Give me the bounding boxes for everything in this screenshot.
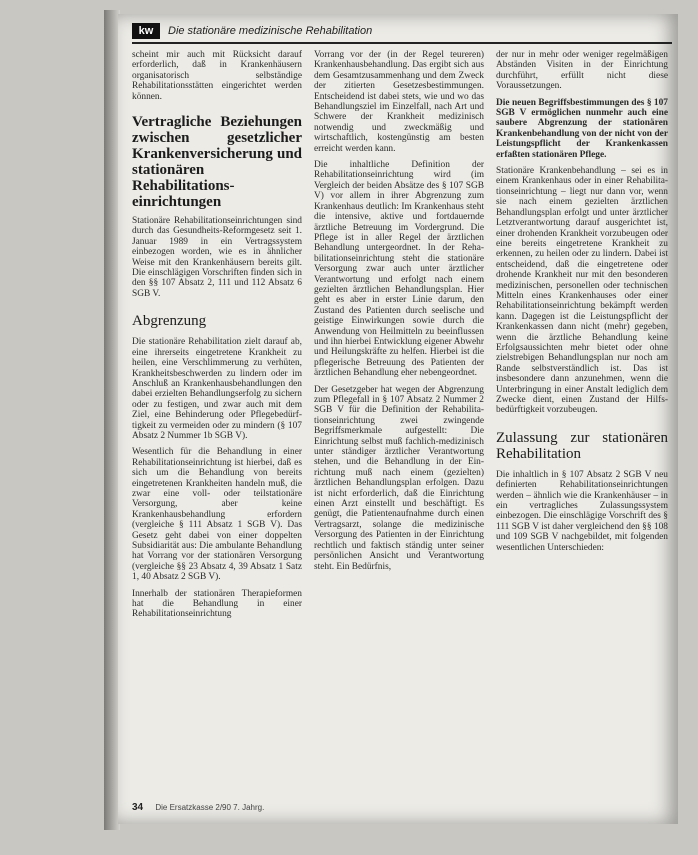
bold-paragraph: Die neuen Begriffsbestimmungen des § 107 SGB V ermöglichen nunmehr auch eine saubere Abgrenzung der stationären Krankenbehandlung von der nicht von der Leistungspflicht der Krankenkassen erfaßten stationären Pflege.	[496, 97, 668, 160]
paragraph: Wesentlich für die Behandlung in einer Rehabilitationseinrichtung ist hierbei, daß es sich um die Behandlung von bereits eingetretenen Krankheiten handeln muß, die zwar eine voll- oder teilstationäre Versorgung, aber keine Krankenhausbehandlung erfordern (vergleiche § 111 Absatz 1 SGB V). Das Gesetz geht dabei von einer doppelten Subsidiarität aus: Die ambulante Behandlung hat Vorrang vor der stationären Versorgung (vergleiche §§ 23 Absatz 4, 39 Absatz 1 Satz 1, 40 Absatz 2 SGB V).	[132, 447, 302, 583]
section-heading: Abgrenzung	[132, 313, 207, 330]
publisher-logo: kw	[132, 23, 160, 39]
running-header	[132, 20, 672, 44]
paragraph: Die inhaltliche Definition der Rehabilitationseinrichtung wird (im Vergleich der beiden Absätze des § 107 SGB V) vor allem in ihrer Abgrenzung zum Krankenhaus deutlich: Im Krankenhaus steht die intensive, aktive und fortdauernde ärztliche Betreuung im Vordergrund. Die Pflege ist in aller Regel der ärztlichen Behandlung untergeordnet. In der Rehabilitationseinrichtung steht die stationäre Versorgung zwar auch unter ärztlicher Verantwortung und erfolgt nach einem gezielten ärztlichen Behandlungsplan. Hier geht es aber in erster Linie darum, den Zustand des Patienten durch seelische und geistige Einwirkungen sowie durch die Anwendung von Heilmitteln zu beeinflussen und ihn hierbei Entwicklung eigener Abwehr und Heilungskräfte zu helfen. Hierbei ist die pflegerische Betreuung des Patienten der ärztlichen Behandlung eher nebengeordnet.	[314, 160, 484, 379]
page-number: 34	[132, 802, 144, 813]
paragraph: Die stationäre Rehabilitation zielt darauf ab, eine ihrerseits eingetretene Krankheit zu heilen, eine Verschlimmerung zu verhüten, Krankheitsbeschwerden zu lindern oder im Anschluß an Krankenhausbehandlungen den dabei erzielten Behandlungserfolg zu sichern oder zu festigen, und zwar auch mit dem Ziel, eine Behinderung oder Pflegebedürftigkeit zu vermeiden oder zu mindern (§ 107 Absatz 2 Nummer 1b SGB V).	[132, 337, 302, 441]
book-page	[118, 14, 678, 824]
page-footer	[132, 802, 264, 813]
paragraph: Innerhalb der stationären Therapieformen hat die Behandlung in einer Rehabilitationseinrichtung	[132, 588, 302, 620]
text-column-1	[132, 50, 302, 626]
paragraph: scheint mir auch mit Rücksicht darauf erforderlich, daß in Krankenhäusern organisatorisch selbständige Rehabilitationsstätten eingerichtet werden können.	[132, 50, 302, 102]
paragraph: Stationäre Rehabilitationseinrichtungen sind durch das Gesundheits-Reformgesetz seit 1. Januar 1989 in ein Vertragssystem einbezogen worden, wie es in ähnlicher Weise mit den Krankenhäusern bereits gilt. Die einschlägigen Vorschriften finden sich in den §§ 107 Absatz 2, 111 und 112 Absatz 6 SGB V.	[132, 216, 302, 299]
header-title: Die stationäre medizinische Rehabilitation	[168, 25, 373, 37]
footer-source: Die Ersatzkasse 2/90 7. Jahrg.	[155, 803, 265, 812]
section-heading: Vertragliche Beziehungen zwischen gesetzlicher Krankenversicherung und stationären Rehabilitationseinrichtungen	[132, 114, 302, 211]
paragraph: der nur in mehr oder weniger regelmäßigen Abständen Visiten in der Einrichtung durchführt, erfüllt nicht diese Voraussetzungen.	[496, 50, 668, 92]
paragraph: Vorrang vor der (in der Regel teureren) Krankenhausbehandlung. Das ergibt sich aus dem Gesamtzusammenhang und dem Zweck der zitierten Gesetzesbestimmungen. Entscheidend ist dabei stets, wie und wo das Behandlungsziel im Einzelfall, nach Art und Schwere der Krankheit medizinisch notwendig und zweckmäßig und wirtschaftlich, kostengünstig am besten erreicht werden kann.	[314, 50, 484, 154]
text-column-3	[496, 50, 668, 559]
section-heading: Zulassung zur stationären Rehabilitation	[496, 429, 668, 462]
text-column-2	[314, 50, 484, 578]
paragraph: Der Gesetzgeber hat wegen der Abgrenzung zum Pflegefall in § 107 Absatz 2 Nummer 2 SGB V für die Definition der Rehabilitationseinrichtung zwei zwingende Begriffsmerkmale aufgestellt: Die Einrichtung selbst muß fachlich-medizinisch unter ständiger ärztlicher Verantwortung stehen, und die Behandlung in der Einrichtung muß nach einem (gezielten) ärztlichen Behandlungsplan erfolgen. Dazu ist nicht erforderlich, daß die Einrichtung einen Arzt einstellt und beschäftigt. Es genügt, die Patientenaufnahme durch einen Vertragsarzt, solange die medizinische Versorgung des Patienten in der Einrichtung rechtlich und faktisch ständig unter seiner persönlichen Ansicht und Verantwortung steht. Ein Bedürfnis,	[314, 384, 484, 572]
paragraph: Die inhaltlich in § 107 Absatz 2 SGB V neu definierten Rehabilitationseinrichtungen werden – ähnlich wie die Krankenhäuser – in ein vertragliches Zulassungssystem einbezogen. Die einschlägige Vorschrift des § 111 SGB V ist daher vergleichend den §§ 108 und 109 SGB V nachgebildet, mit folgenden wesentlichen Unterschieden:	[496, 469, 668, 553]
paragraph: Stationäre Krankenbehandlung – sei es in einem Krankenhaus oder in einer Rehabilitationseinrichtung – liegt nur dann vor, wenn sie nach einem gezielten ärztlichen Behandlungsplan erfolgt und unter ärztlicher Letztverantwortung darauf ausgerichtet ist, einer drohenden Krankheit vorzubeugen oder eine bereits eingetretene Krankheit zu erkennen, zu heilen oder zu lindern. Dabei ist entscheidend, daß die eingetretene oder drohende Krankheit nur mit den besonderen medizinischen, personellen oder technischen Mitteln eines Krankenhauses oder einer Rehabilitationseinrichtung bekämpft werden kann. Dagegen ist die Leistungspflicht der Krankenkassen dann nicht (mehr) gegeben, wenn die ärztliche Behandlung keine Erfolgsaussichten mehr bietet oder ohne zielstrebigen Behandlungsplan nur noch am Rande selbstverständlich ist. Das ist insbesondere dann anzunehmen, wenn die Unterbringung in einer Anstalt lediglich dem Zwecke dient, einen Zustand der Hilfsbedürftigkeit vorzubeugen.	[496, 166, 668, 416]
